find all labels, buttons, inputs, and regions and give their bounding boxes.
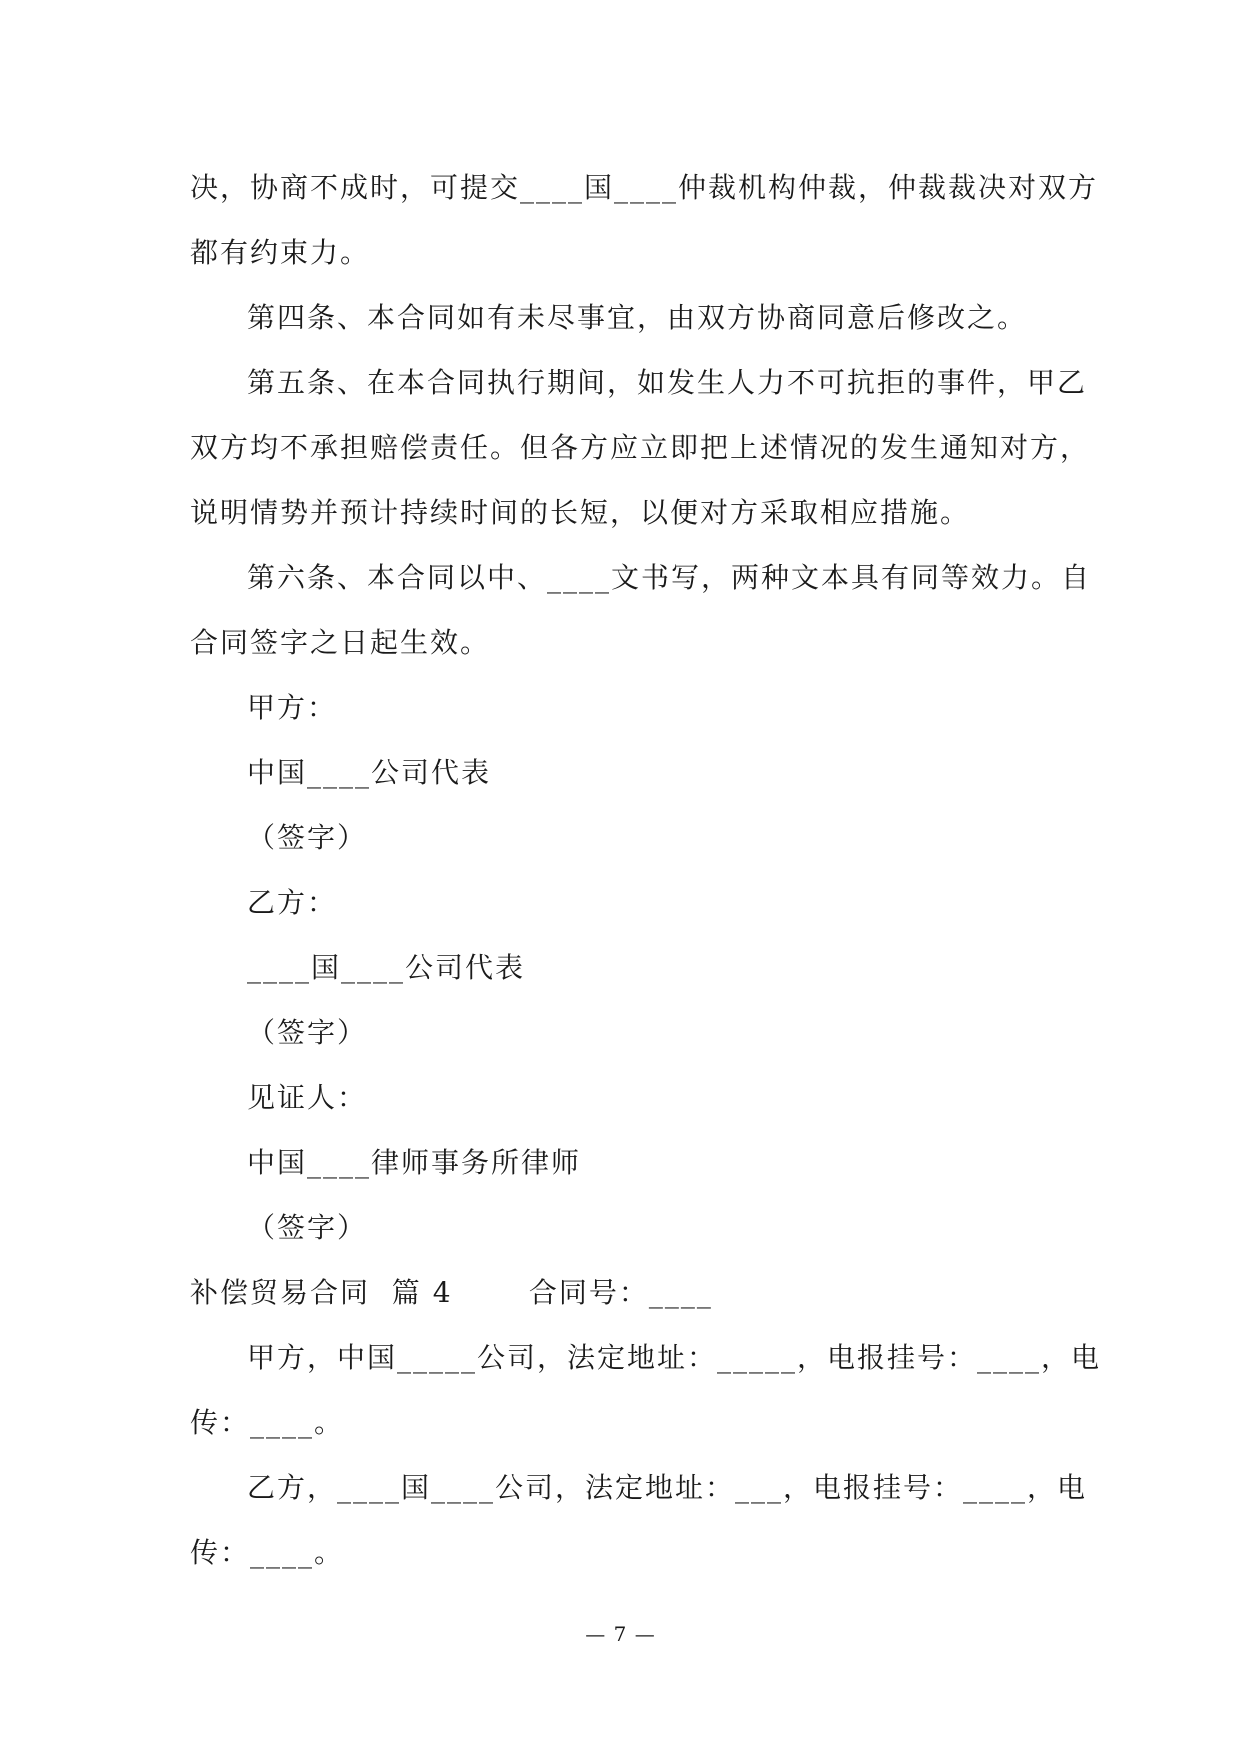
article-six-line: 第六条、本合同以中、____文书写，两种文本具有同等效力。自 [247, 561, 1092, 594]
party-a-label: 甲方： [247, 691, 338, 724]
section-heading: 补偿贸易合同 篇 4 合同号：____ [190, 1276, 713, 1309]
paragraph-line: 合同签字之日起生效。 [190, 626, 491, 659]
article-four-line: 第四条、本合同如有未尽事宜，由双方协商同意后修改之。 [247, 301, 1028, 334]
article-five-line: 第五条、在本合同执行期间，如发生人力不可抗拒的事件，甲乙 [247, 366, 1088, 399]
paragraph-line: 都有约束力。 [190, 236, 371, 269]
witness-label: 见证人： [247, 1081, 368, 1114]
document-body [190, 155, 1102, 1585]
party-b-label: 乙方： [247, 886, 338, 919]
witness-lawyer: 中国____律师事务所律师 [247, 1146, 582, 1179]
page-number: — 7 — [585, 1622, 656, 1646]
paragraph-line: 决，协商不成时，可提交____国____仲裁机构仲裁，仲裁裁决对双方 [190, 171, 1099, 204]
paragraph-line: 传：____。 [190, 1536, 345, 1569]
paragraph-line: 说明情势并预计持续时间的长短，以便对方采取相应措施。 [190, 496, 971, 529]
party-a-details: 甲方，中国_____公司，法定地址：_____，电报挂号：____，电 [247, 1341, 1102, 1374]
party-b-signature: （签字） [247, 1016, 368, 1049]
party-a-representative: 中国____公司代表 [247, 756, 492, 789]
paragraph-line: 双方均不承担赔偿责任。但各方应立即把上述情况的发生通知对方， [190, 431, 1091, 464]
party-b-details: 乙方，____国____公司，法定地址：___，电报挂号：____，电 [247, 1471, 1088, 1504]
party-b-representative: ____国____公司代表 [247, 951, 526, 984]
paragraph-line: 传：____。 [190, 1406, 345, 1439]
witness-signature: （签字） [247, 1211, 368, 1244]
party-a-signature: （签字） [247, 821, 368, 854]
